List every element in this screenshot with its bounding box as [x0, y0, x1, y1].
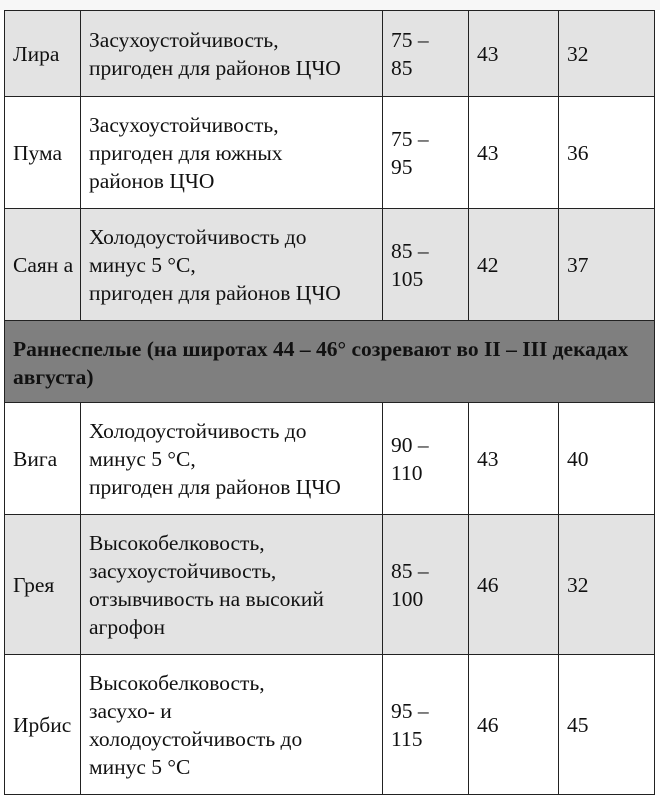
value-cell-col5: 36: [559, 97, 655, 209]
maturity-days-line: 95: [391, 154, 413, 179]
maturity-days-cell: [383, 403, 469, 515]
maturity-days-line: 85 –: [391, 558, 429, 583]
variety-description-cell: [81, 655, 383, 795]
description-line: засухоустойчивость,: [89, 558, 277, 583]
description-line: Высокобелковость,: [89, 670, 265, 695]
maturity-days-line: 90 –: [391, 432, 429, 457]
variety-name-cell: Пума: [5, 97, 81, 209]
description-line: пригоден для районов ЦЧО: [89, 280, 341, 305]
variety-description-cell: [81, 11, 383, 97]
maturity-days-line: 85: [391, 55, 413, 80]
page-top-strip: [0, 0, 660, 10]
variety-name-cell: Ирбис: [5, 655, 81, 795]
value-cell-col4: 42: [469, 209, 559, 321]
maturity-days-cell: [383, 655, 469, 795]
maturity-days-line: 100: [391, 586, 424, 611]
table-row: [5, 97, 655, 209]
value-cell-col4: 43: [469, 97, 559, 209]
variety-description-cell: [81, 515, 383, 655]
value-cell-col5: 45: [559, 655, 655, 795]
value-cell-col5: 40: [559, 403, 655, 515]
maturity-days-line: 115: [391, 726, 423, 751]
table-row: [5, 515, 655, 655]
description-line: Холодоустойчивость до: [89, 224, 307, 249]
maturity-days-line: 105: [391, 266, 424, 291]
maturity-days-line: 85 –: [391, 238, 429, 263]
description-line: пригоден для районов ЦЧО: [89, 474, 341, 499]
description-line: минус 5 °С,: [89, 252, 196, 277]
description-line: агрофон: [89, 614, 166, 639]
value-cell-col4: 46: [469, 655, 559, 795]
value-cell-col4: 43: [469, 403, 559, 515]
group-title: Раннеспелые (на широтах 44 – 46° созревают во II – III декадах августа): [5, 321, 655, 403]
maturity-days-line: 75 –: [391, 126, 429, 151]
description-line: холодоустойчивость до: [89, 726, 303, 751]
table-row: [5, 403, 655, 515]
description-line: отзывчивость на высокий: [89, 586, 324, 611]
description-line: минус 5 °С: [89, 754, 191, 779]
description-line: минус 5 °С,: [89, 446, 196, 471]
description-line: Засухоустойчивость,: [89, 27, 279, 52]
variety-name-cell: Лира: [5, 11, 81, 97]
variety-description-cell: [81, 209, 383, 321]
table-row: [5, 11, 655, 97]
maturity-days-line: 75 –: [391, 27, 429, 52]
value-cell-col5: 32: [559, 11, 655, 97]
table-body: [5, 11, 655, 795]
maturity-days-line: 110: [391, 460, 423, 485]
value-cell-col4: 46: [469, 515, 559, 655]
variety-name-cell: Вига: [5, 403, 81, 515]
table-row: [5, 209, 655, 321]
description-line: районов ЦЧО: [89, 168, 215, 193]
description-line: Холодоустойчивость до: [89, 418, 307, 443]
maturity-days-cell: [383, 515, 469, 655]
description-line: пригоден для районов ЦЧО: [89, 55, 341, 80]
description-line: засухо- и: [89, 698, 172, 723]
variety-name-cell: Саян а: [5, 209, 81, 321]
table-row: [5, 655, 655, 795]
maturity-days-cell: [383, 11, 469, 97]
value-cell-col5: 37: [559, 209, 655, 321]
varieties-table: [4, 10, 655, 795]
description-line: Засухоустойчивость,: [89, 112, 279, 137]
maturity-days-line: 95 –: [391, 698, 429, 723]
maturity-days-cell: [383, 97, 469, 209]
value-cell-col4: 43: [469, 11, 559, 97]
maturity-days-cell: [383, 209, 469, 321]
description-line: Высокобелковость,: [89, 530, 265, 555]
variety-description-cell: [81, 403, 383, 515]
description-line: пригоден для южных: [89, 140, 283, 165]
variety-description-cell: [81, 97, 383, 209]
group-header-row: [5, 321, 655, 403]
value-cell-col5: 32: [559, 515, 655, 655]
variety-name-cell: Грея: [5, 515, 81, 655]
